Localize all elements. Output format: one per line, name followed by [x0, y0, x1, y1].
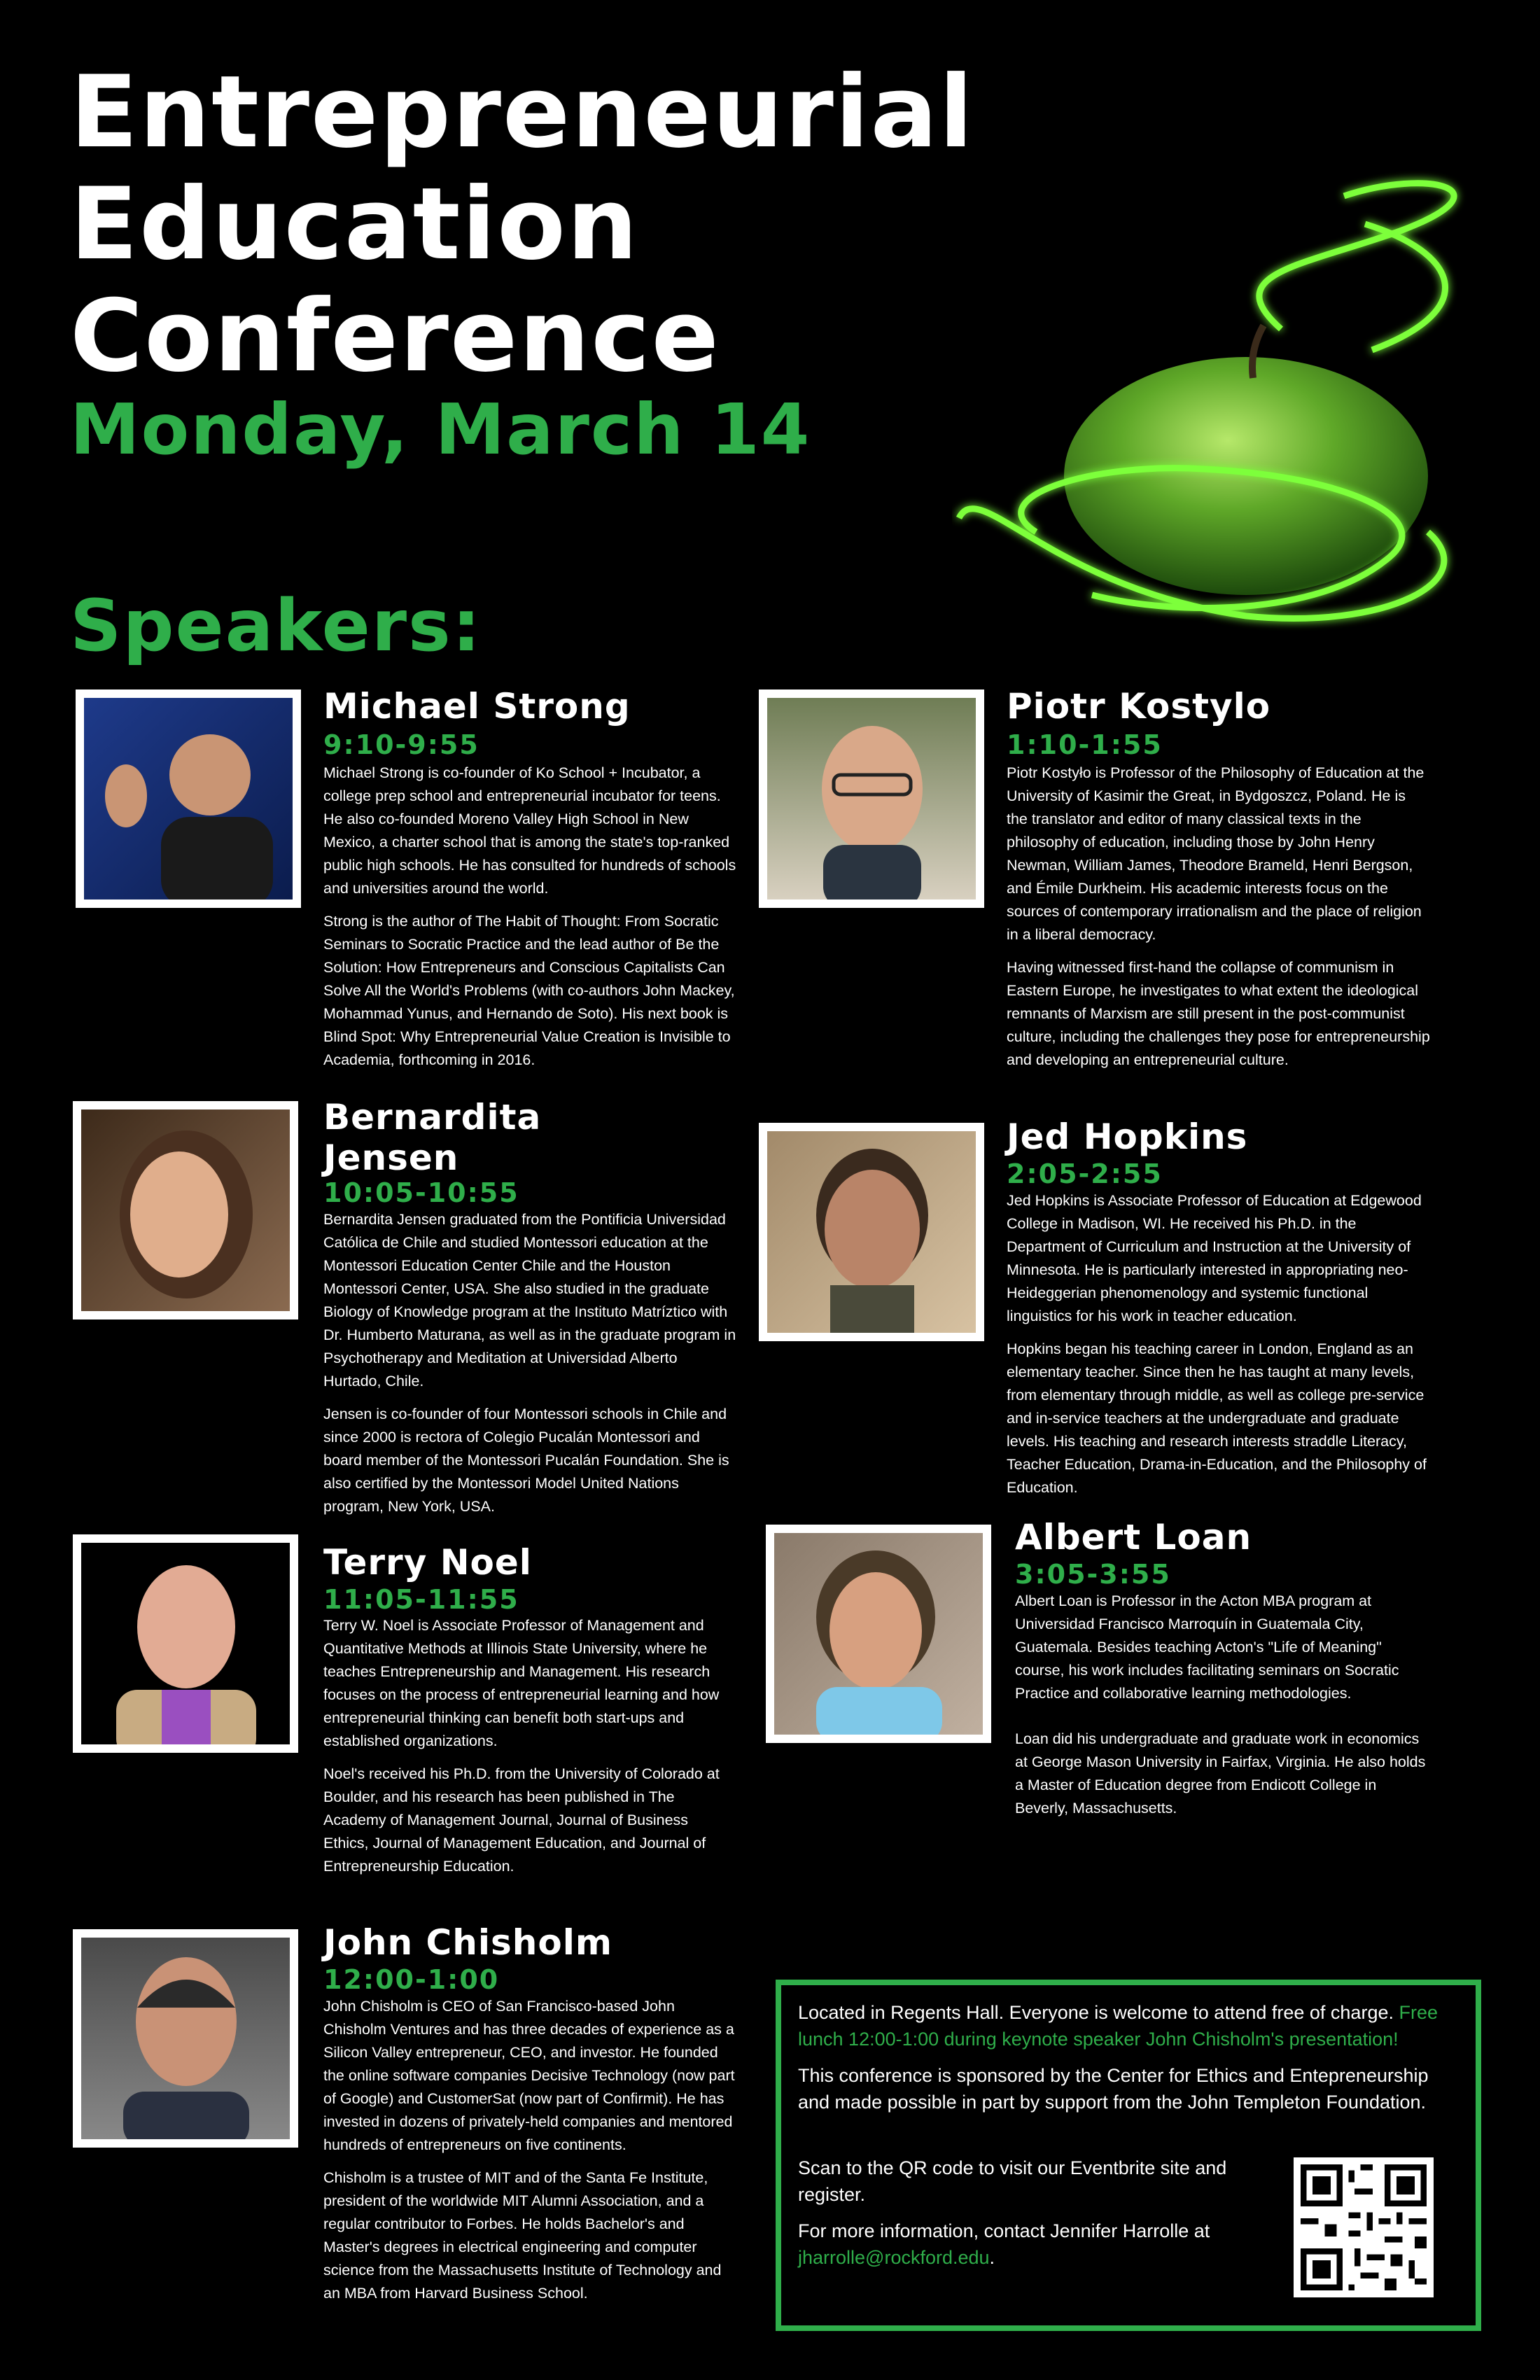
speaker-time: 10:05-10:55	[323, 1177, 519, 1208]
speaker-bio	[323, 762, 736, 1082]
qr-code-icon[interactable]	[1294, 2157, 1434, 2297]
speaker-bio	[1007, 762, 1430, 1082]
title-line-3: Conference	[70, 279, 720, 394]
speaker-name-line-1: Bernardita	[323, 1097, 542, 1138]
location-sentence: Located in Regents Hall. Everyone is welcome to attend free of charge.	[798, 2002, 1399, 2023]
bio-paragraph: Albert Loan is Professor in the Acton MBA program at Universidad Francisco Marroquín in Guatemala City, Guatemala. Besides teaching Acton's "Life of Meaning" course, his work includes facilitating seminars on Socratic Practice and collaborative learning methodologies.	[1015, 1592, 1399, 1702]
bio-paragraph: Loan did his undergraduate and graduate work in economics at George Mason University in Fairfax, Virginia. He also holds a Master of Education degree from Endicott College in Beverly, Massachusetts.	[1015, 1730, 1426, 1816]
speaker-photo-piotr-kostylo	[759, 690, 984, 908]
speaker-name: Jed Hopkins	[1007, 1116, 1248, 1157]
bio-paragraph: Noel's received his Ph.D. from the University of Colorado at Boulder, and his research has been published in The Academy of Management Journal, Journal of Business Ethics, Journal of Management Education, and Journal of Entrepreneurship Education.	[323, 1765, 720, 1875]
title-line-1: Entrepreneurial	[70, 55, 974, 170]
speaker-time: 11:05-11:55	[323, 1584, 519, 1615]
speaker-time: 2:05-2:55	[1007, 1158, 1163, 1189]
bio-paragraph: John Chisholm is CEO of San Francisco-based John Chisholm Ventures and has three decades of experience as a Silicon Valley entrepreneur, CEO, and investor. He founded the online software companies Decisive Technology (now part of Google) and CustomerSat (now part of Confirmit). He has invested in dozens of privately-held companies and mentored hundreds of entrepreneurs on five continents.	[323, 1998, 735, 2153]
speaker-time: 3:05-3:55	[1015, 1559, 1171, 1590]
scan-qr-text: Scan to the QR code to visit our Eventbrite site and register.	[798, 2157, 1227, 2205]
speakers-heading: Speakers:	[70, 584, 482, 668]
speaker-name: Albert Loan	[1015, 1517, 1252, 1558]
speaker-bio	[323, 1614, 736, 1888]
contact-email-suffix: .	[989, 2247, 995, 2268]
speaker-bio	[1015, 1590, 1428, 1830]
contact-text	[798, 2218, 1246, 2271]
bio-paragraph: Jensen is co-founder of four Montessori schools in Chile and since 2000 is rectora of Colegio Pucalán Montessori and board member of the Montessori Pucalán Foundation. She is also certified by the Montessori Model United Nations program, New York, USA.	[323, 1406, 729, 1515]
speaker-name-line-2: Jensen	[323, 1138, 459, 1178]
contact-sentence: For more information, contact Jennifer Harrolle at	[798, 2220, 1210, 2241]
speaker-name: John Chisholm	[323, 1922, 612, 1963]
bio-paragraph: Having witnessed first-hand the collapse of communism in Eastern Europe, he investigates to what extent the ideological remnants of Marxism are still present in the post-communist culture, including the challenges they pose for entrepreneurship and developing an entrepreneurial culture.	[1007, 959, 1430, 1068]
bio-paragraph: Michael Strong is co-founder of Ko School + Incubator, a college prep school and entrepreneurial incubator for teens. He also co-founded Moreno Valley High School in New Mexico, a charter school that is among the state's top-ranked public high schools. He has consulted for hundreds of schools and universities around the world.	[323, 764, 736, 897]
speaker-name: Michael Strong	[323, 686, 631, 727]
bio-paragraph: Terry W. Noel is Associate Professor of Management and Quantitative Methods at Illinois State University, where he teaches Entrepreneurship and Management. His research focuses on the process of entrepreneurial learning and how entrepreneurial thinking can benefit both start-ups and established organizations.	[323, 1617, 720, 1749]
conference-date: Monday, March 14	[70, 388, 811, 470]
bio-paragraph: Bernardita Jensen graduated from the Pontificia Universidad Católica de Chile and studied Montessori education at the Montessori Education Center Chile and the Houston Montessori Center, USA. She also studied in the graduate Biology of Knowledge program at the Instituto Matríztico with Dr. Humberto Maturana, as well as in the graduate program in Psychotherapy and Meditation at Universidad Alberto Hurtado, Chile.	[323, 1211, 736, 1390]
event-info-box	[776, 1980, 1481, 2331]
bio-paragraph: Chisholm is a trustee of MIT and of the Santa Fe Institute, president of the worldwide MIT Alumni Association, and a regular contributor to Forbes. He holds Bachelor's and Master's degrees in electrical engineering and computer science from the Massachusetts Institute of Technology and an MBA from Harvard Business School.	[323, 2169, 722, 2302]
speaker-time: 1:10-1:55	[1007, 729, 1163, 760]
speaker-photo-michael-strong	[76, 690, 301, 908]
speaker-time: 12:00-1:00	[323, 1964, 500, 1995]
speaker-photo-jed-hopkins	[759, 1123, 984, 1341]
bio-paragraph: Jed Hopkins is Associate Professor of Education at Edgewood College in Madison, WI. He received his Ph.D. in the Department of Curriculum and Instruction at the University of Minnesota. He is particularly interested in appropriating neo-Heideggerian phenomenology and systemic functional linguistics for his work in teacher education.	[1007, 1192, 1422, 1324]
speaker-photo-john-chisholm	[73, 1929, 298, 2148]
speaker-name: Terry Noel	[323, 1542, 532, 1583]
green-apple-image	[952, 168, 1526, 658]
speaker-photo-albert-loan	[766, 1525, 991, 1743]
bio-paragraph: Piotr Kostyło is Professor of the Philosophy of Education at the University of Kasimir the Great, in Bydgoszcz, Poland. He is the translator and editor of many classical texts in the philosophy of education, including those by John Henry Newman, William James, Theodore Brameld, Henri Bergson, and Émile Durkheim. His academic interests focus on the sources of contemporary irrationalism and the place of religion in a liberal democracy.	[1007, 764, 1424, 943]
contact-email-link[interactable]: jharrolle@rockford.edu	[798, 2247, 990, 2268]
speaker-bio	[323, 1208, 736, 1528]
speaker-time: 9:10-9:55	[323, 729, 479, 760]
title-line-2: Education	[70, 167, 639, 282]
speaker-bio	[323, 1995, 736, 2315]
speaker-bio	[1007, 1189, 1430, 1509]
speaker-name: Piotr Kostylo	[1007, 686, 1271, 727]
bio-paragraph: Strong is the author of The Habit of Thought: From Socratic Seminars to Socratic Practice and the lead author of Be the Solution: How Entrepreneurs and Conscious Capitalists Can Solve All the World's Problems (with co-authors John Mackey, Mohammad Yunus, and Hernando de Soto). His next book is Blind Spot: Why Entrepreneurial Value Creation is Invisible to Academia, forthcoming in 2016.	[323, 913, 735, 1068]
bio-paragraph: Hopkins began his teaching career in London, England as an elementary teacher. Since then he has taught at many levels, from elementary through middle, as well as college pre-service and in-service teachers at the undergraduate and graduate levels. His teaching and research interests straddle Literacy, Teacher Education, Drama-in-Education, and the Philosophy of Education.	[1007, 1340, 1427, 1496]
sponsor-text: This conference is sponsored by the Center for Ethics and Entepreneurship and made possible in part by support from the John Templeton Foundation.	[798, 2065, 1429, 2113]
free-lunch-text: Free lunch 12:00-1:00 during keynote speaker John Chisholm's presentation!	[798, 2002, 1438, 2050]
location-text	[798, 1999, 1459, 2052]
speaker-photo-terry-noel	[73, 1534, 298, 1753]
speaker-photo-bernardita-jensen	[73, 1101, 298, 1320]
